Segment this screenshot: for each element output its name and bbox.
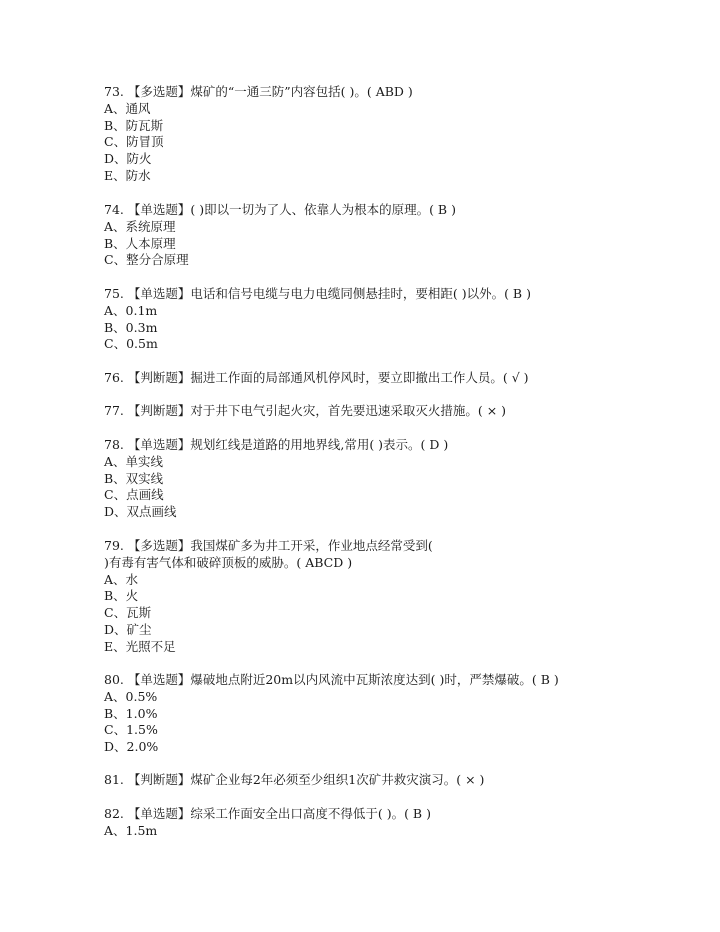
question-78 [104,437,704,521]
option: E、防水 [104,167,151,183]
option: C、0.5m [104,336,158,352]
question-text: 76. 【判断题】掘进工作面的局部通风机停风时，要立即撤出工作人员。( √ ) [104,370,529,385]
option: A、通风 [104,100,151,116]
option: B、火 [104,588,139,604]
question-82 [104,806,704,840]
question-text: 77. 【判断题】对于井下电气引起火灾，首先要迅速采取灭火措施。( × ) [104,403,507,418]
question-81 [104,772,704,789]
option: A、单实线 [104,453,164,469]
question-text-continued: )有毒有害气体和破碎顶板的威胁。( ABCD ) [104,554,353,570]
option: C、防冒顶 [104,134,164,150]
question-text: 80. 【单选题】爆破地点附近20m以内风流中瓦斯浓度达到( )时，严禁爆破。( B ) [104,672,559,687]
option: B、防瓦斯 [104,117,164,133]
option: A、0.5% [104,688,158,704]
option: A、0.1m [104,302,158,318]
question-80 [104,672,704,756]
option: D、防火 [104,151,152,167]
option: E、光照不足 [104,638,176,654]
option: B、人本原理 [104,235,176,251]
option: B、0.3m [104,319,158,335]
option: C、点画线 [104,487,164,503]
option: B、双实线 [104,470,164,486]
question-text: 82. 【单选题】综采工作面安全出口高度不得低于( )。( B ) [104,806,431,821]
question-text: 78. 【单选题】规划红线是道路的用地界线,常用( )表示。( D ) [104,437,449,452]
question-text: 73. 【多选题】煤矿的“一通三防”内容包括( )。( ABD ) [104,84,413,99]
option: D、2.0% [104,739,159,755]
question-76 [104,370,704,387]
option: D、双点画线 [104,504,177,520]
question-75 [104,286,704,353]
option: B、1.0% [104,705,158,721]
question-text: 81. 【判断题】煤矿企业每2年必须至少组织1次矿井救灾演习。( × ) [104,772,485,787]
question-77 [104,403,704,420]
option: C、瓦斯 [104,605,152,621]
question-79 [104,538,704,656]
question-text: 74. 【单选题】( )即以一切为了人、依靠人为根本的原理。( B ) [104,202,456,217]
option: D、矿尘 [104,621,152,637]
option: C、整分合原理 [104,252,189,268]
option: A、1.5m [104,822,158,838]
option: A、水 [104,571,139,587]
option: A、系统原理 [104,218,176,234]
question-74 [104,202,704,269]
question-text: 79. 【多选题】我国煤矿多为井工开采，作业地点经常受到( [104,538,433,553]
question-73 [104,84,704,185]
option: C、1.5% [104,722,158,738]
question-text: 75. 【单选题】电话和信号电缆与电力电缆同侧悬挂时，要相距( )以外。( B ) [104,286,531,301]
